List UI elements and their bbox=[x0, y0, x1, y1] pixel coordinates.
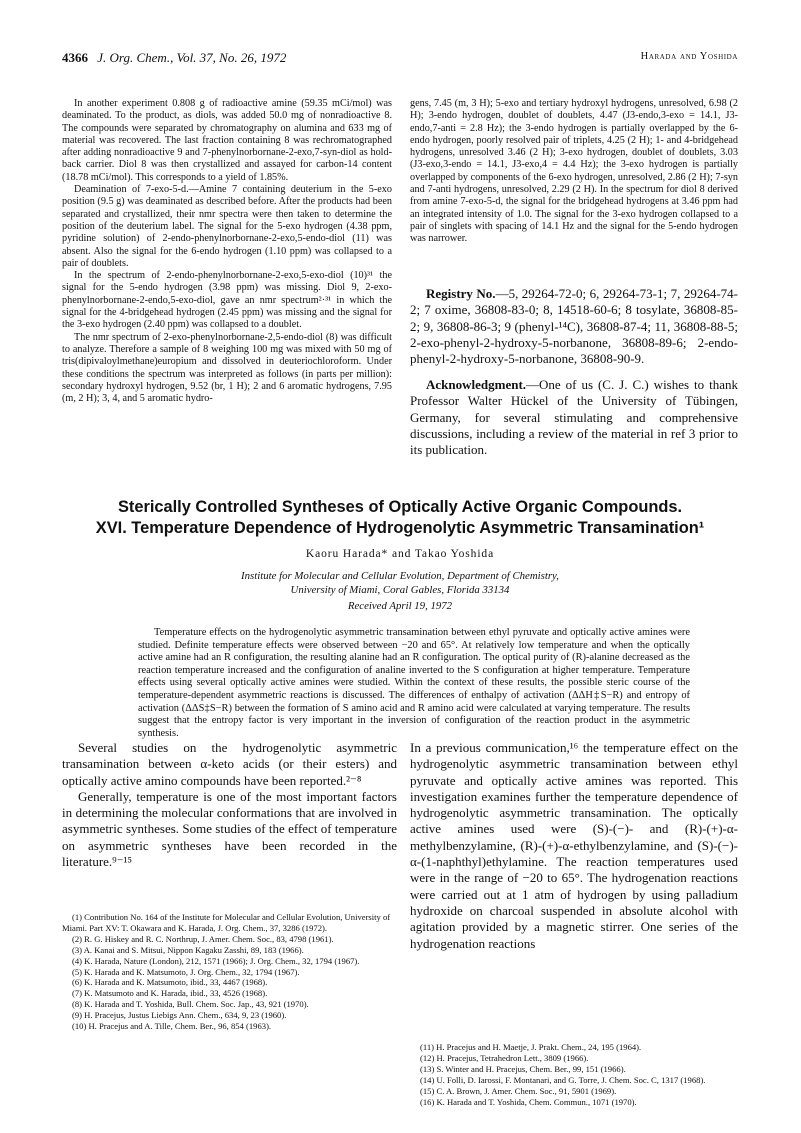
paragraph: In another experiment 0.808 g of radioactive amine (59.35 mCi/mol) was deaminated. To the product, as diols, was added 50.0 mg of nonradioactive 8. The compounds were separated by chromatography on alumina and 633 mg of material was recovered. The last fraction containing 8 was rechromatographed after adding nonradioactive 9 and 7-phenylnorbornane-2-exo,7-syn-diol as hold-back carrier. Diol 8 was then crystallized and assayed for carbon-14 content (18.78 mCi/mol). This corresponds to a yield of 1.85%. bbox=[62, 98, 392, 183]
received-date: Received April 19, 1972 bbox=[347, 600, 453, 612]
footnote: (10) H. Pracejus and A. Tille, Chem. Ber., 96, 854 (1963). bbox=[72, 1021, 272, 1032]
registry-text: —5, 29264-72-0; 6, 29264-73-1; 7, 29264-74-2; 7 oxime, 36808-83-0; 8, 14518-60-6; 8 tosylate, 36808-85-2; 9, 36808-86-3; 9 (phenyl-¹⁴C), 36808-87-4; 11, 36808-88-5; 2-exo-phenyl-2-hydroxy-5-norbanone, 36808-89-6; 2-endo-phenyl-2-hydroxy-5-norbanone, 36808-90-9. bbox=[410, 286, 738, 367]
registry-label: Registry No. bbox=[426, 286, 496, 301]
previous-article-right-column bbox=[410, 98, 738, 246]
previous-article-left-column bbox=[62, 98, 392, 405]
paragraph: Generally, temperature is one of the most important factors in determining the molecular conformations that are involved in asymmetric syntheses. Some studies of the effect of temperature on asymmetric syntheses have been recorded in the literature.⁹⁻¹⁵ bbox=[62, 788, 397, 870]
footnote: (13) S. Winter and H. Pracejus, Chem. Ber., 99, 151 (1966). bbox=[420, 1063, 626, 1074]
acknowledgment-text: —One of us (C. J. C.) wishes to thank Professor Walter Hückel of the University of Tübingen, Germany, for several stimulating and comprehensive discussions, including a review of the material in ref 3 prior to its publication. bbox=[410, 377, 738, 458]
footnotes-right bbox=[410, 1042, 738, 1107]
running-authors: Harada and Yoshida bbox=[640, 51, 738, 62]
paragraph: In the spectrum of 2-endo-phenylnorbornane-2-exo,5-exo-diol (10)³¹ the signal for the 5-endo hydrogen (3.98 ppm) was missing. Diol 9, 2-exo-phenylnorbornane-2-endo,5-exo-diol, gave an nmr spectrum²·³¹ in which the signal for the 4-bridgehead hydrogen (2.45 ppm) was missing and the signal for the 3-exo hydrogen (2.40 ppm) was collapsed to a doublet. bbox=[62, 270, 392, 331]
footnote: (11) H. Pracejus and H. Maetje, J. Prakt. Chem., 24, 195 (1964). bbox=[420, 1042, 642, 1052]
registry-section bbox=[410, 286, 738, 367]
footnote: (16) K. Harada and T. Yoshida, Chem. Commun., 1071 (1970). bbox=[420, 1096, 637, 1107]
running-header bbox=[62, 50, 738, 72]
footnote: (14) U. Folli, D. Iarossi, F. Montanari, and G. Torre, J. Chem. Soc. C, 1317 (1968). bbox=[420, 1074, 706, 1085]
acknowledgment-label: Acknowledgment. bbox=[426, 377, 527, 392]
paragraph: In a previous communication,¹⁶ the temperature effect on the hydrogenolytic asymmetric transamination between ethyl pyruvate and optically active amines was reported. This investigation examines further the temperature dependence of hydrogenolytic asymmetric transamination. The optically active amines used were (S)-(−)- and (R)-(+)-α-methylbenzylamine, (R)-(+)-α-ethylbenzylamine, and (S)-(−)-α-(1-naphthyl)ethylamine. The reaction temperatures used were in the range of −20 to 65°. The hydrogenation reactions were carried out at 1 atm of hydrogen by using palladium hydroxide on charcoal suspended in absolute alcohol with agitation provided by a magnetic stirrer. One series of the hydrogenation reactions bbox=[410, 740, 738, 951]
footnote: (5) K. Harada and K. Matsumoto, J. Org. Chem., 32, 1794 (1967). bbox=[72, 966, 300, 977]
footnote: (9) H. Pracejus, Justus Liebigs Ann. Chem., 634, 9, 23 (1960). bbox=[72, 1010, 287, 1021]
title-line-2: XVI. Temperature Dependence of Hydrogenolytic Asymmetric Transamination¹ bbox=[95, 519, 705, 537]
title-line-1: Sterically Controlled Syntheses of Optically Active Organic Compounds. bbox=[117, 498, 683, 516]
page-number: 4366 bbox=[62, 50, 88, 65]
paragraph: Deamination of 7-exo-5-d.—Amine 7 containing deuterium in the 5-exo position (9.5 g) was deaminated as described before. After the products had been separated and crystallized, their nmr spectra were then taken to determine the position of the deuterium label. The signal for the 5-exo hydrogen (4.38 ppm, pyridine solution) of 2-endo-phenylnorbornane-2-exo,5-endo-diol (11) was absent. Also the signal for the 6-endo hydrogen (1.10 ppm) was collapsed to a pair of doublets. bbox=[62, 184, 392, 269]
footnote: (7) K. Matsumoto and K. Harada, ibid., 33, 4526 (1968). bbox=[72, 988, 268, 999]
article-authors: Kaoru Harada* and Takao Yoshida bbox=[305, 548, 495, 560]
footnote: (6) K. Harada and K. Matsumoto, ibid., 33, 4467 (1968). bbox=[72, 977, 268, 988]
affiliation bbox=[62, 570, 738, 597]
body-right-column bbox=[410, 740, 738, 952]
footnote: (4) K. Harada, Nature (London), 212, 1571 (1966); J. Org. Chem., 32, 1794 (1967). bbox=[72, 955, 360, 966]
paragraph: Several studies on the hydrogenolytic asymmetric transamination between α-keto acids (or their esters) and optically active amino compounds have been reported.²⁻⁸ bbox=[62, 740, 397, 788]
footnote: (12) H. Pracejus, Tetrahedron Lett., 3809 (1966). bbox=[420, 1052, 589, 1063]
footnote: (1) Contribution No. 164 of the Institute for Molecular and Cellular Evolution, University of Miami. Part XV: T. Okawara and K. Harada, J. Org. Chem., 37, 3286 (1972). bbox=[62, 912, 391, 933]
journal-citation: J. Org. Chem., Vol. 37, No. 26, 1972 bbox=[97, 50, 287, 65]
acknowledgment-section bbox=[410, 377, 738, 458]
header-left bbox=[62, 50, 286, 66]
footnote: (2) R. G. Hiskey and R. C. Northrup, J. Amer. Chem. Soc., 83, 4798 (1961). bbox=[72, 933, 334, 944]
footnote: (8) K. Harada and T. Yoshida, Bull. Chem. Soc. Jap., 43, 921 (1970). bbox=[72, 999, 309, 1010]
paragraph: The nmr spectrum of 2-exo-phenylnorbornane-2,5-endo-diol (8) was difficult to analyze. Therefore a sample of 8 weighing 100 mg was mixed with 50 mg of tris(dipivaloylmethane)europium and dissolved in deuteriochloroform. Under these conditions the spectrum was interpreted as follows (in parts per million): secondary hydroxyl hydrogen, 9.52 (br, 1 H); 2 and 6 aromatic hydrogens, 7.95 (m, 2 H); 3, 4, and 5 aromatic hydro- bbox=[62, 331, 392, 405]
footnotes-left bbox=[62, 912, 397, 1032]
paragraph: gens, 7.45 (m, 3 H); 5-exo and tertiary hydroxyl hydrogens, unresolved, 6.98 (2 H); 3-endo hydrogen, doublet of doublets, 4.47 (J3-endo,3-exo = 14.1, J3-endo,7-anti = 2.8 Hz); the 3-endo hydrogen is partially overlapped by the 6-endo hydrogen, poorly resolved pair of triplets, 4.25 (2 H); 1- and 4-bridgehead hydrogens, unresolved 3.46 (2 H); 3-exo hydrogen, doublet of doublets, 3.03 (J3-exo,3-endo = 14.1, J3-exo,4 = 4.4 Hz); the 3-exo hydrogen is partially overlapped by components of the 6-exo hydrogen, unresolved, 2.86 (2 H); 7-syn and 7-anti hydrogens, unresolved, 2.29 (2 H). In the spectrum for diol 8 derived from amine 7-exo-5-d, the signal for the bridgehead hydrogens at 3.46 ppm had an integrated intensity of 1.0. The signal for the 3-exo hydrogen collapsed to a pair of singlets with spacing of 14.1 Hz and the signal for the 5-endo hydrogen was narrower. bbox=[410, 98, 738, 245]
footnote: (15) C. A. Brown, J. Amer. Chem. Soc., 91, 5901 (1969). bbox=[420, 1085, 617, 1096]
article-title bbox=[62, 497, 738, 539]
footnote: (3) A. Kanai and S. Mitsui, Nippon Kagaku Zasshi, 89, 183 (1966). bbox=[72, 944, 304, 955]
affiliation-line-1: Institute for Molecular and Cellular Evolution, Department of Chemistry, bbox=[241, 570, 559, 582]
affiliation-line-2: University of Miami, Coral Gables, Florida 33134 bbox=[290, 583, 510, 596]
body-left-column bbox=[62, 740, 397, 870]
abstract: Temperature effects on the hydrogenolytic asymmetric transamination between ethyl pyruvate and optically active amines were studied. Definite temperature effects were observed between −20 and 65°. At relatively low temperature and when the optically active amine had an R configuration, the resulting alanine had an R configuration. The optical purity of (R)-alanine decreased as the reaction temperature increased and the configuration of analine inverted to the S configuration at higher temperature. Temperature effects using several optically active amines were studied. Within the context of these results, the possible steric course of the temperature-dependent asymmetric reactions is discussed. The differences of enthalpy of activation (ΔΔH‡S−R) and entropy of activation (ΔΔS‡S−R) between the formation of S amino acid and R amino acid were calculated at varying temperature. The results suggest that the entropy factor is very important in the inversion of configuration of the reaction product in the asymmetric synthesis. bbox=[138, 627, 690, 739]
